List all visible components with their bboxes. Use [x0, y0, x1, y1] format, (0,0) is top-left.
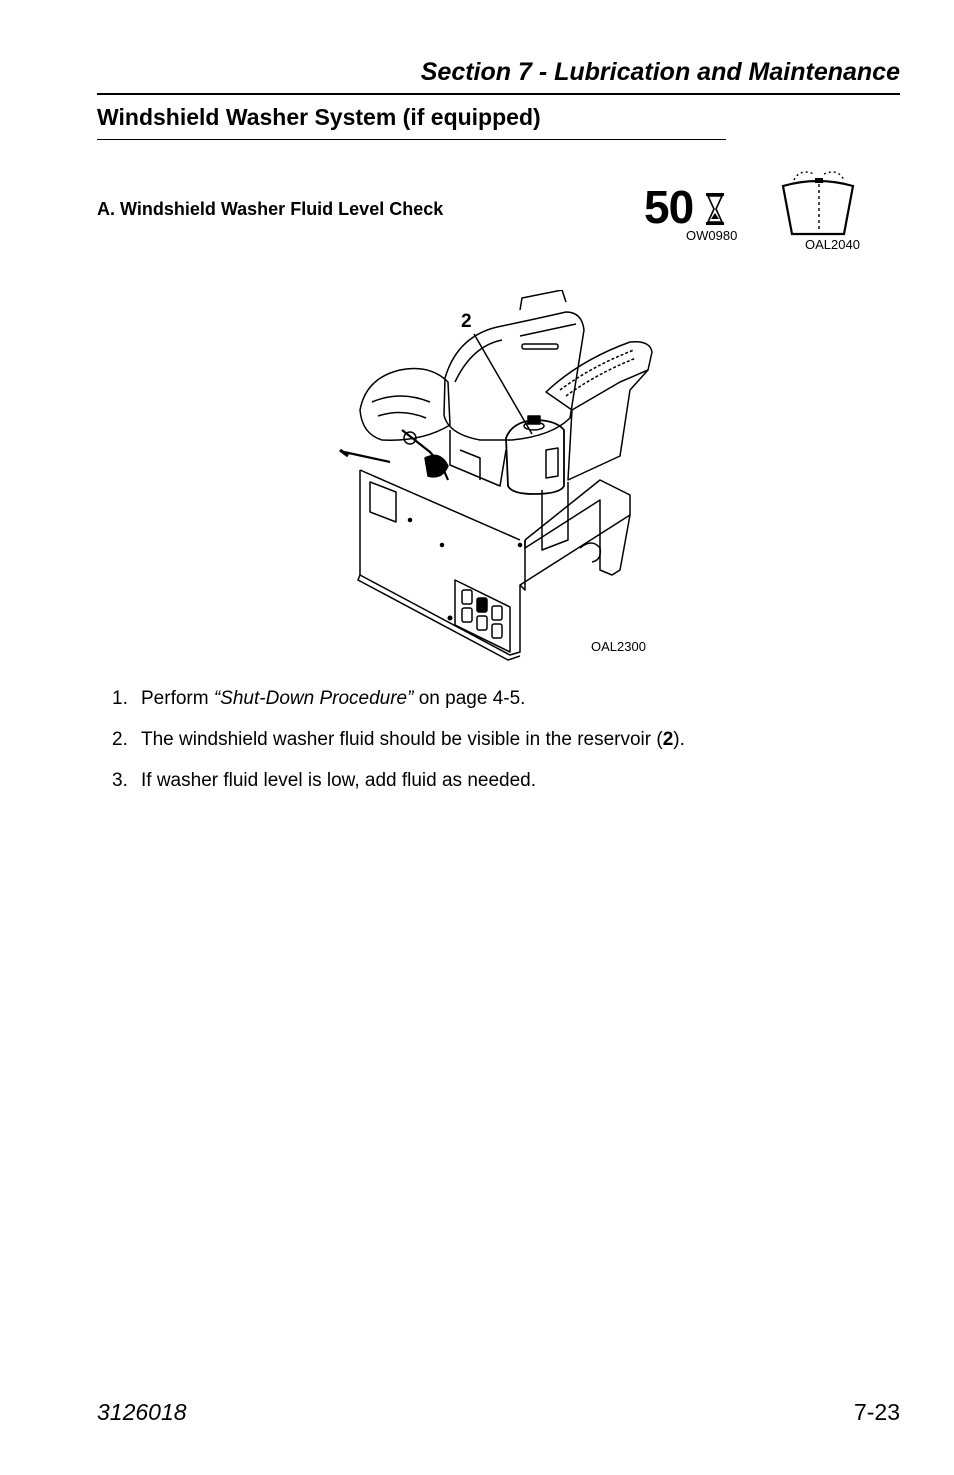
step-number: 3.: [112, 770, 128, 791]
step-text: If washer fluid level is low, add fluid as needed.: [141, 770, 537, 791]
step-number: 1.: [112, 688, 128, 709]
washer-icon-code: OAL2040: [805, 237, 860, 252]
step-text: [141, 686, 892, 712]
procedure-steps: [112, 686, 892, 809]
section-header: Section 7 - Lubrication and Maintenance: [420, 58, 900, 86]
document-number: 3126018: [97, 1399, 187, 1425]
step-text: [141, 727, 892, 753]
figure-callout-2: 2: [461, 311, 472, 332]
step-1: [112, 686, 892, 712]
windshield-washer-icon: [778, 164, 858, 240]
header-rule: [97, 93, 900, 95]
figure-code: OAL2300: [591, 639, 646, 654]
subsection-heading: A. Windshield Washer Fluid Level Check: [97, 199, 444, 219]
hourglass-icon: [704, 192, 726, 226]
step-text-part: on page 4-5.: [413, 688, 526, 709]
step-text-part: ).: [673, 729, 685, 750]
callout-reference: 2: [662, 729, 674, 750]
callout-leader-line: [460, 330, 540, 440]
page-number: 7-23: [853, 1399, 900, 1425]
step-text-part: The windshield washer fluid should be visible in the reservoir (: [141, 729, 663, 750]
page-title: Windshield Washer System (if equipped): [97, 104, 541, 130]
interval-icon-code: OW0980: [686, 228, 738, 243]
service-interval-hours: 50: [644, 181, 694, 233]
step-3: [112, 768, 892, 794]
procedure-reference: “Shut-Down Procedure”: [213, 688, 414, 709]
step-text-part: Perform: [141, 688, 214, 709]
title-rule: [97, 139, 726, 140]
step-2: [112, 727, 892, 753]
step-number: 2.: [112, 729, 128, 750]
